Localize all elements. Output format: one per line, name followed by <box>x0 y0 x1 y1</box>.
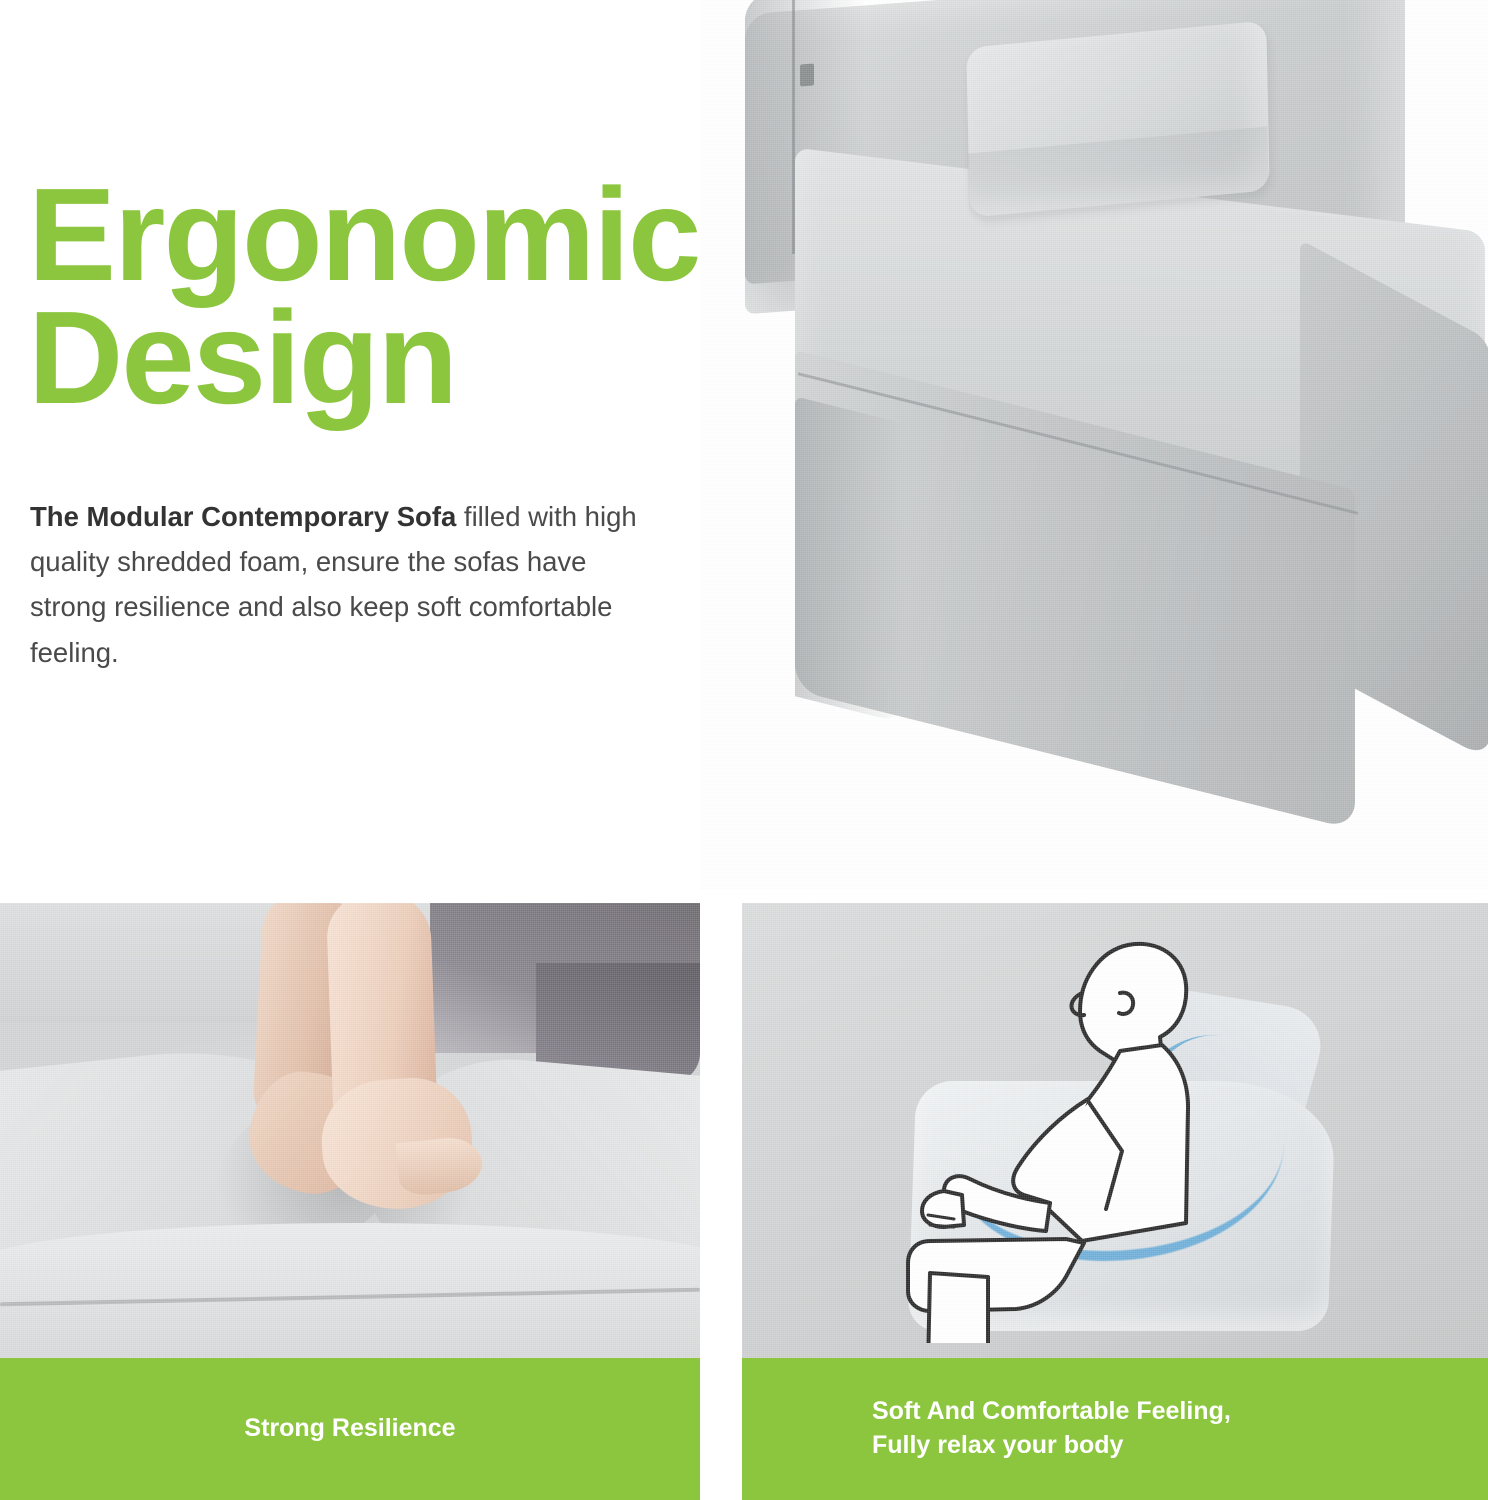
caption-text: Strong Resilience <box>244 1414 456 1443</box>
headline-line-2: Design <box>28 284 457 432</box>
resilience-photo <box>0 903 700 1358</box>
page-title <box>28 161 700 432</box>
seated-person-illustration <box>832 923 1292 1343</box>
body-copy-bold: The Modular Contemporary Sofa <box>30 500 457 532</box>
body-copy <box>30 494 650 676</box>
sofa-photo <box>700 0 1488 890</box>
feature-tile-resilience <box>0 903 700 1500</box>
headline-line-1: Ergonomic <box>28 161 700 309</box>
caption-text-line-2: Fully relax your body <box>872 1431 1124 1459</box>
caption-text-line-1: Soft And Comfortable Feeling, <box>872 1397 1231 1426</box>
body-copy-rest: filled with high quality shredded foam, ensure the sofas have strong resilience and also keep soft comfortable feeling. <box>30 500 637 668</box>
caption-bar-comfort <box>742 1358 1488 1500</box>
feature-tile-comfort <box>742 903 1488 1500</box>
comfort-diagram <box>742 903 1488 1358</box>
caption-bar-resilience <box>0 1358 700 1500</box>
sofa-seat-shadow <box>795 396 905 723</box>
sofa-fabric-tag <box>800 63 814 86</box>
